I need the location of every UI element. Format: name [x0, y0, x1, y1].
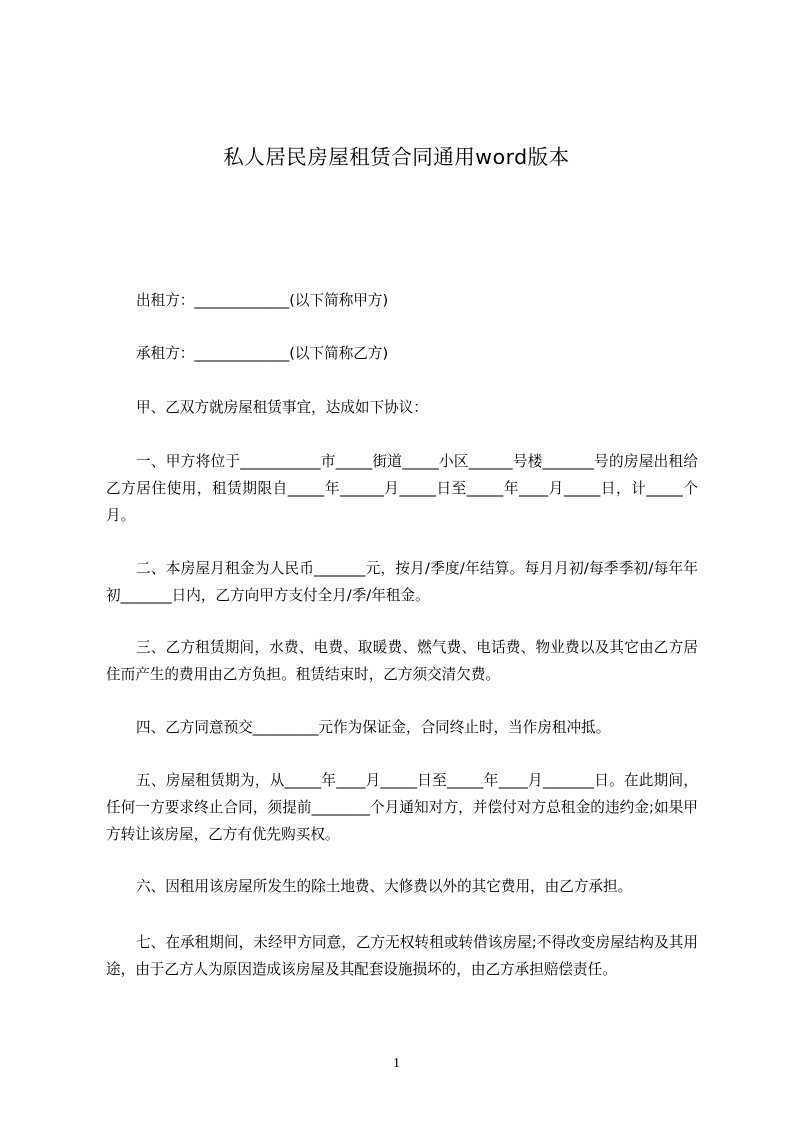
paragraph-clause-5: 五、房屋租赁期为，从_____年____月_____日至_____年____月_______日。在此期间，任何一方要求终止合同，须提前________个月通知对方，并偿付对方总租金的违约金;如果甲方转让该房屋，乙方有优先购买权。	[106, 772, 698, 843]
paragraph-clause-1: 一、甲方将位于___________市_____街道_____小区______号楼_______号的房屋出租给乙方居住使用，租赁期限自_____年______月_____日至_____年____月_____日，计_____个月。	[106, 453, 698, 524]
paragraph-lessee: 承租方：_____________(以下简称乙方)	[136, 345, 389, 362]
paragraph-lessor: 出租方：_____________(以下简称甲方)	[136, 292, 389, 309]
paragraph-clause-3: 三、乙方租赁期间，水费、电费、取暖费、燃气费、电话费、物业费以及其它由乙方居住而产生的费用由乙方负担。租赁结束时，乙方须交清欠费。	[106, 639, 698, 683]
paragraph-clause-4: 四、乙方同意预交_________元作为保证金，合同终止时，当作房租冲抵。	[136, 719, 611, 736]
paragraph-clause-6: 六、因租用该房屋所发生的除土地费、大修费以外的其它费用，由乙方承担。	[136, 878, 633, 895]
paragraph-clause-7: 七、在承租期间，未经甲方同意，乙方无权转租或转借该房屋;不得改变房屋结构及其用途，由于乙方人为原因造成该房屋及其配套设施损坏的，由乙方承担赔偿责任。	[106, 934, 698, 978]
paragraph-clause-2: 二、本房屋月租金为人民币_______元，按月/季度/年结算。每月月初/每季季初/每年年初_______日内，乙方向甲方支付全月/季/年租金。	[106, 560, 698, 604]
page-number: 1	[393, 1056, 400, 1071]
document-title: 私人居民房屋租赁合同通用word版本	[223, 145, 570, 169]
paragraph-agreement-intro: 甲、乙双方就房屋租赁事宜，达成如下协议：	[136, 399, 428, 416]
